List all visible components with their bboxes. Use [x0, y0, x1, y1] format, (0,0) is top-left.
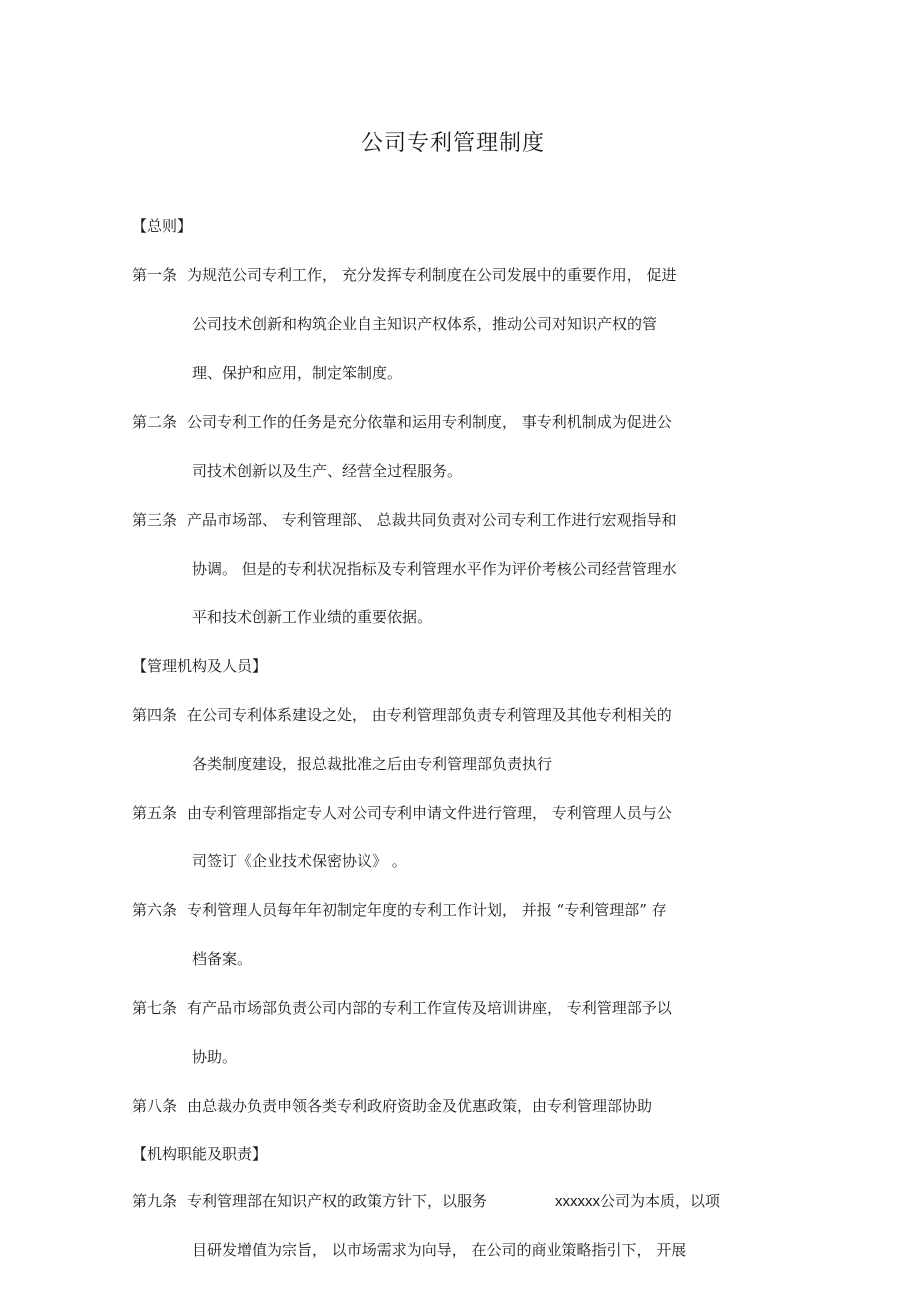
article-first-line — [132, 510, 677, 530]
article-first-line — [132, 900, 667, 920]
company-placeholder: xxxxxx — [555, 1193, 601, 1210]
section-heading: 【机构职能及职责】 — [132, 1145, 268, 1163]
article-text: 专利管理人员每年年初制定年度的专利工作计划， 并报 “专利管理部” 存 — [187, 901, 667, 919]
article-label: 第五条 — [132, 804, 178, 822]
article-text: 由总裁办负责申领各类专利政府资助金及优惠政策，由专利管理部协助 — [187, 1097, 653, 1115]
section-heading: 【总则】 — [132, 217, 193, 235]
article-text: 公司专利工作的任务是充分依靠和运用专利制度， 事专利机制成为促进公 — [187, 413, 672, 431]
section-heading: 【管理机构及人员】 — [132, 657, 268, 675]
article-text: 专利管理部在知识产权的政策方针下，以服务 — [187, 1192, 488, 1210]
article-text: 在公司专利体系建设之处， 由专利管理部负责专利管理及其他专利相关的 — [187, 706, 672, 724]
article-first-line — [132, 803, 672, 823]
article-label: 第四条 — [132, 706, 178, 724]
article-label: 第七条 — [132, 999, 178, 1017]
article-first-line — [132, 1191, 720, 1212]
article-continuation: 协调。 但是的专利状况指标及专利管理水平作为评价考核公司经营管理水 — [192, 560, 677, 578]
article-label: 第九条 — [132, 1192, 178, 1210]
article-text: 公司为本质，以项 — [600, 1192, 721, 1210]
article-continuation: 各类制度建设，报总裁批准之后由专利管理部负责执行 — [192, 755, 553, 773]
article-label: 第三条 — [132, 511, 178, 529]
article-text: 有产品市场部负责公司内部的专利工作宣传及培训讲座， 专利管理部予以 — [187, 999, 672, 1017]
article-first-line — [132, 265, 677, 285]
article-text: 由专利管理部指定专人对公司专利申请文件进行管理， 专利管理人员与公 — [187, 804, 672, 822]
article-first-line — [132, 412, 672, 432]
article-continuation: 平和技术创新工作业绩的重要依据。 — [192, 608, 433, 626]
article-continuation: 公司技术创新和构筑企业自主知识产权体系，推动公司对知识产权的管 — [192, 315, 658, 333]
article-first-line — [132, 1096, 652, 1116]
article-label: 第八条 — [132, 1097, 178, 1115]
article-continuation: 档备案。 — [192, 950, 253, 968]
article-label: 第二条 — [132, 413, 178, 431]
article-continuation: 司签订《企业技术保密协议》 。 — [192, 852, 407, 870]
article-continuation: 协助。 — [192, 1048, 238, 1066]
article-continuation: 理、保护和应用，制定笨制度。 — [192, 364, 403, 382]
article-label: 第六条 — [132, 901, 178, 919]
article-text: 为规范公司专利工作， 充分发挥专利制度在公司发展中的重要作用， 促进 — [187, 266, 677, 284]
article-label: 第一条 — [132, 266, 178, 284]
document-title: 公司专利管理制度 — [360, 131, 545, 156]
article-continuation: 司技术创新以及生产、经营全过程服务。 — [192, 462, 463, 480]
article-first-line — [132, 998, 672, 1018]
article-text: 产品市场部、 专利管理部、 总裁共同负责对公司专利工作进行宏观指导和 — [187, 511, 677, 529]
article-first-line — [132, 705, 672, 725]
article-continuation: 目研发增值为宗旨， 以市场需求为向导， 在公司的商业策略指引下， 开展 — [192, 1241, 687, 1259]
